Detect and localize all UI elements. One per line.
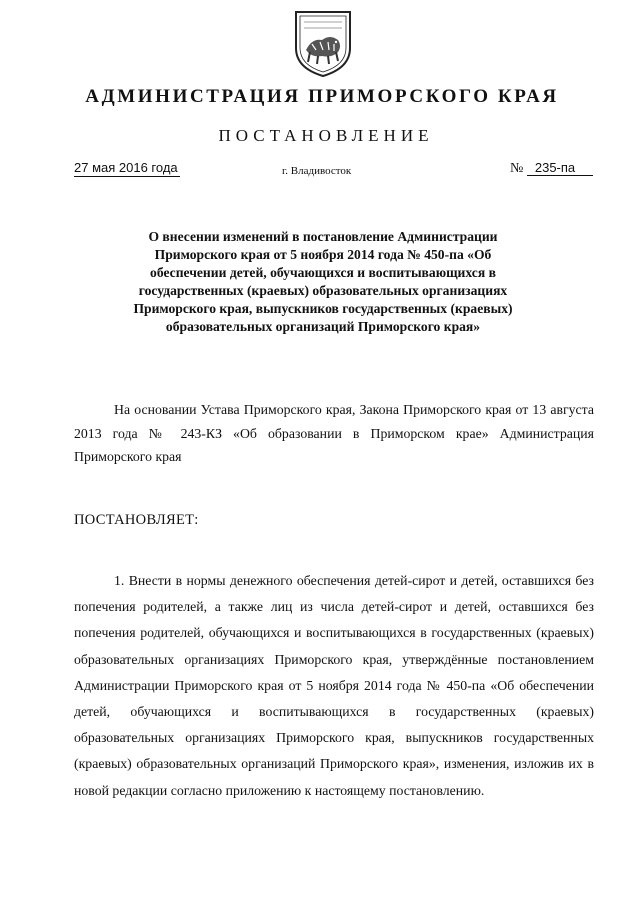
document-type: ПОСТАНОВЛЕНИЕ xyxy=(218,126,434,145)
document-subject: О внесении изменений в постановление Администрации Приморского края от 5 ноября 2014 года № 450-па «Об обеспечении детей, обучающихся и воспитывающихся в государственных (краевых) образовательных организациях Приморского края, выпускников государственных (краевых) образовательных организаций Приморского края» xyxy=(133,229,513,335)
number-sign: № xyxy=(510,161,524,176)
document-city: г. Владивосток xyxy=(282,165,352,177)
decree-item-1: 1. Внести в нормы денежного обеспечения детей-сирот и детей, оставшихся без попечения родителей, а также лиц из числа детей-сирот и детей, оставшихся без попечения родителей, обучающихся и воспитывающихся в государственных (краевых) образовательных организациях Приморского края, утверждённые постановлением Администрации Приморского края от 5 ноября 2014 года № 450-па «Об обеспечении детей, обучающихся и воспитывающихся в государственных (краевых) образовательных организациях Приморского края, выпускников государственных (краевых) образовательных организаций Приморского края», изменения, изложив их в новой редакции согласно приложению к настоящему постановлению. xyxy=(74,573,594,798)
coat-of-arms-icon xyxy=(292,8,354,78)
decree-heading: ПОСТАНОВЛЯЕТ: xyxy=(74,512,199,528)
basis-paragraph: На основании Устава Приморского края, Закона Приморского края от 13 августа 2013 года № 243-КЗ «Об образовании в Приморском крае» Администрация Приморского края xyxy=(74,402,594,464)
number-value: 235-па xyxy=(527,160,593,176)
document-date: 27 мая 2016 года xyxy=(74,160,178,175)
document-number xyxy=(510,160,593,177)
organization-title: АДМИНИСТРАЦИЯ ПРИМОРСКОГО КРАЯ xyxy=(85,86,559,107)
